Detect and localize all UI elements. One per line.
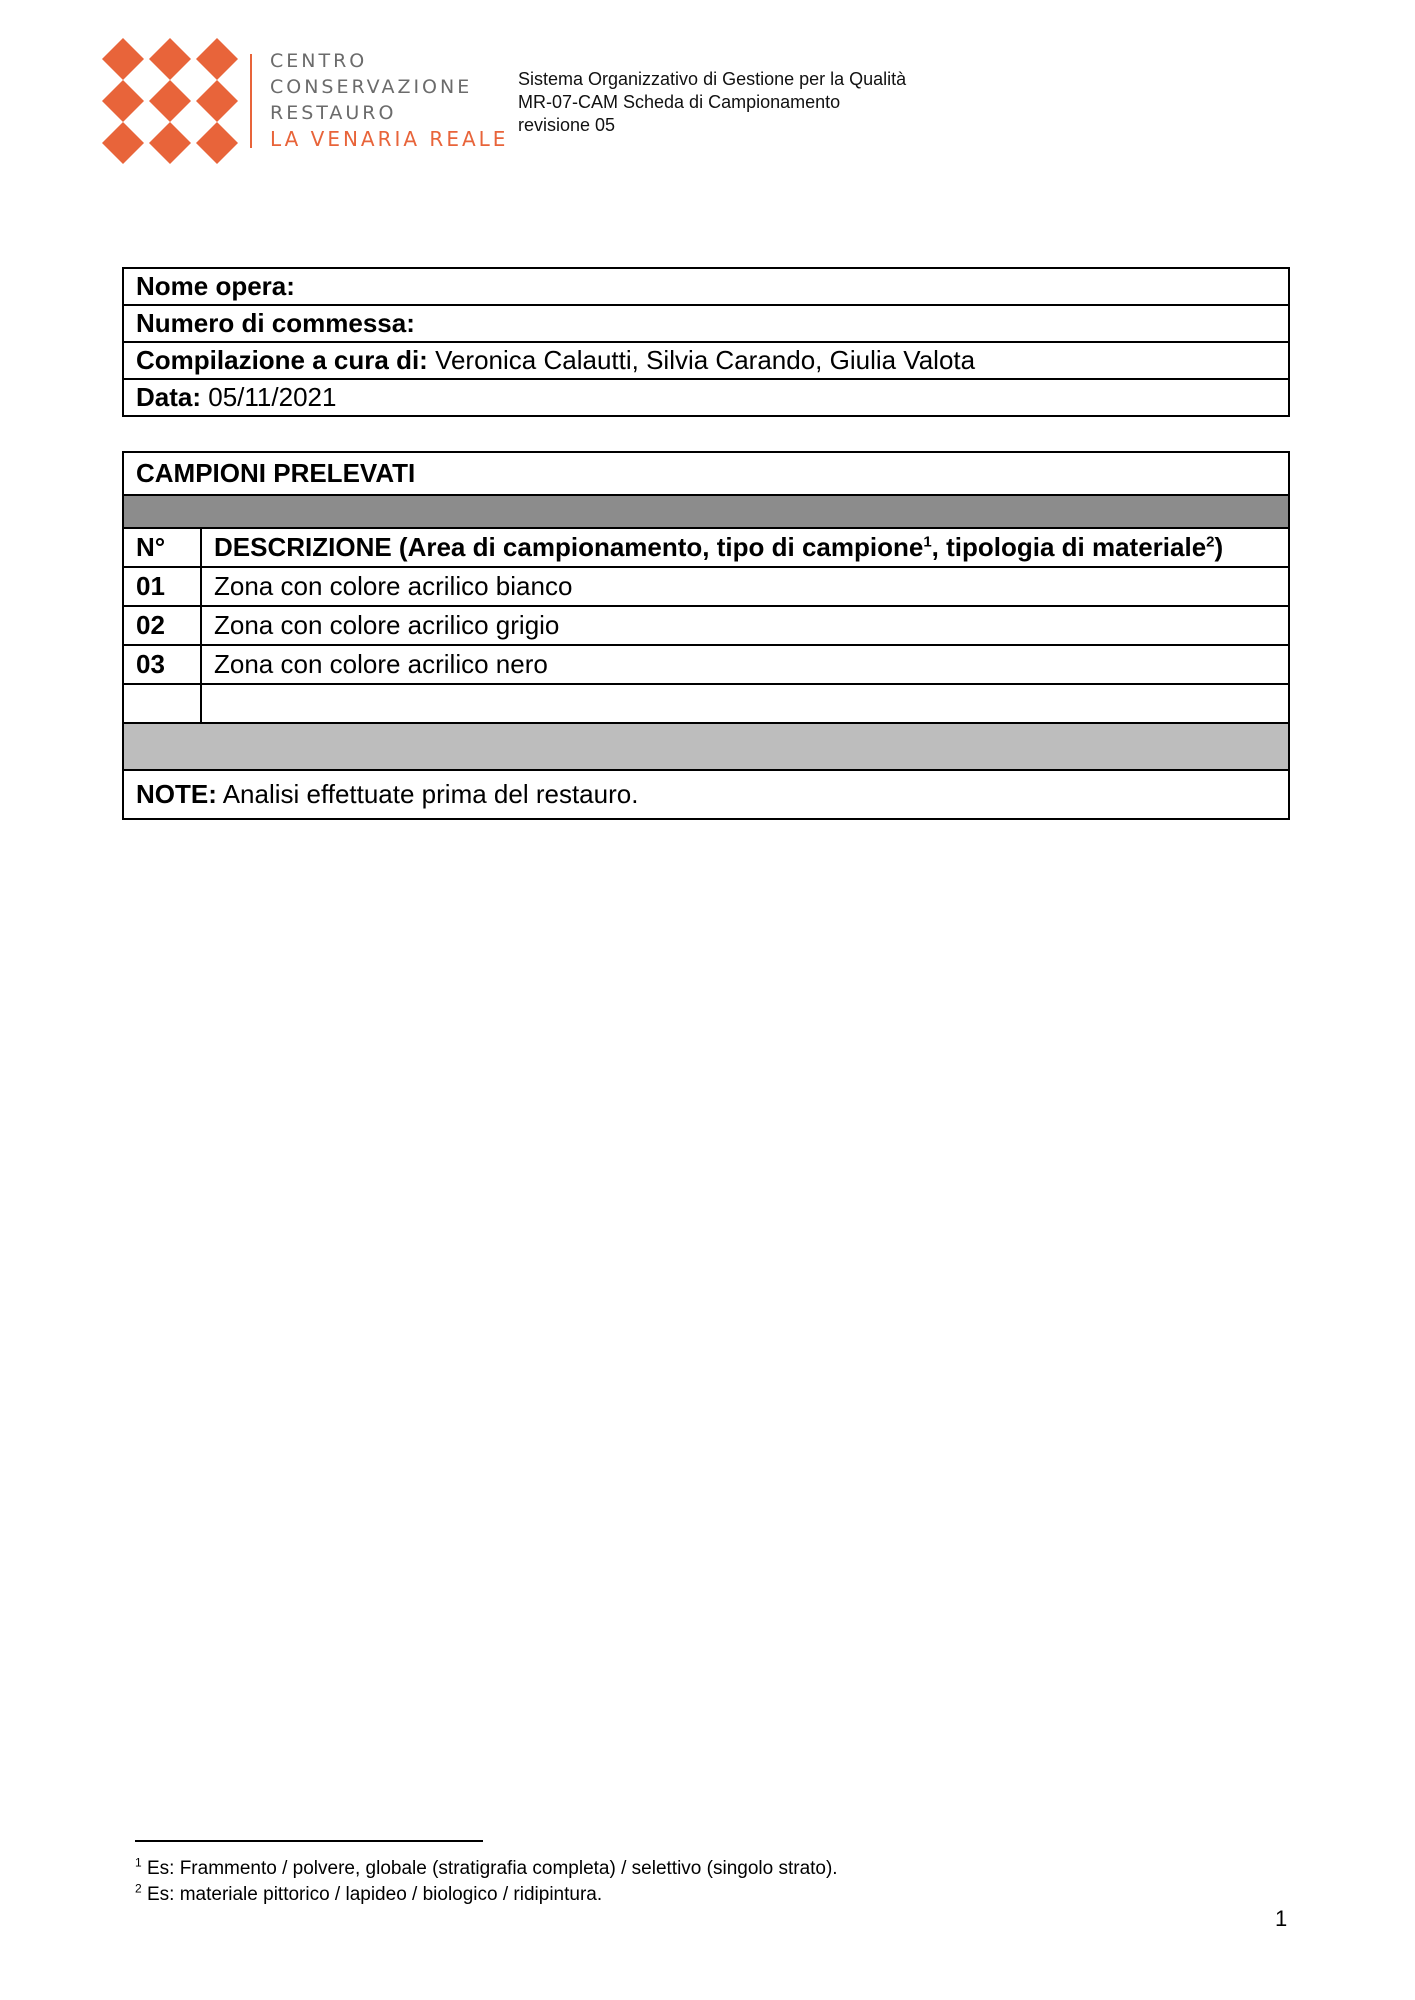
header-description-text <box>214 532 1223 562</box>
sample-num <box>123 645 201 684</box>
logo-diamonds <box>100 36 240 166</box>
table-row <box>123 606 1289 645</box>
cell-numero-commessa <box>123 305 1289 342</box>
logo-line-conservazione: CONSERVAZIONE <box>270 76 473 98</box>
samples-title-cell <box>123 452 1289 495</box>
sample-num <box>123 684 201 723</box>
note-row <box>123 770 1289 819</box>
row-nome-opera <box>123 268 1289 305</box>
footnote-separator <box>135 1840 483 1842</box>
samples-table <box>122 451 1290 820</box>
doc-info-revision: revisione 05 <box>518 115 616 135</box>
header-desc-prefix: DESCRIZIONE (Area di campionamento, tipo di campione <box>214 532 924 562</box>
footnote-ref-1: 1 <box>923 533 932 551</box>
table-row <box>123 684 1289 723</box>
cell-nome-opera <box>123 268 1289 305</box>
data-value: 05/11/2021 <box>208 382 337 412</box>
sample-num-text: 03 <box>136 649 165 679</box>
data-label: Data: <box>136 382 202 412</box>
gray-band-top-cell <box>123 495 1289 528</box>
sample-desc: Zona con colore acrilico bianco <box>201 567 1289 606</box>
samples-title: CAMPIONI PRELEVATI <box>136 458 416 488</box>
compilazione-label: Compilazione a cura di: <box>136 345 428 375</box>
row-numero-commessa <box>123 305 1289 342</box>
row-compilazione <box>123 342 1289 379</box>
table-row <box>123 567 1289 606</box>
table-row <box>123 645 1289 684</box>
sample-num-text: 01 <box>136 571 165 601</box>
samples-title-row <box>123 452 1289 495</box>
logo-line-centro: CENTRO <box>270 50 368 72</box>
samples-header-row <box>123 528 1289 567</box>
sample-num <box>123 606 201 645</box>
logo-line-restauro: RESTAURO <box>270 102 397 124</box>
note-label: NOTE: <box>136 779 217 809</box>
sample-num <box>123 567 201 606</box>
footnote-1 <box>135 1856 838 1882</box>
sample-desc: Zona con colore acrilico grigio <box>201 606 1289 645</box>
cell-compilazione <box>123 342 1289 379</box>
header-num-text: N° <box>136 532 166 562</box>
document-info <box>518 68 906 137</box>
cell-data <box>123 379 1289 416</box>
page-number: 1 <box>1275 1906 1288 1931</box>
sample-num-text: 02 <box>136 610 165 640</box>
row-data <box>123 379 1289 416</box>
logo-line-venaria: LA VENARIA REALE <box>270 127 509 151</box>
gray-band-bottom-cell <box>123 723 1289 770</box>
note-value: Analisi effettuate prima del restauro. <box>222 779 639 809</box>
sample-desc <box>201 684 1289 723</box>
footnote-ref-2: 2 <box>1206 533 1215 551</box>
info-table <box>122 267 1290 417</box>
footnote-mark-1: 1 <box>135 1855 142 1870</box>
sample-desc: Zona con colore acrilico nero <box>201 645 1289 684</box>
footnote-mark-2: 2 <box>135 1881 142 1896</box>
footnotes <box>135 1856 838 1908</box>
gray-band-bottom <box>123 723 1289 770</box>
logo-divider <box>250 54 252 148</box>
footnote-2 <box>135 1882 838 1908</box>
doc-info-code: MR-07-CAM Scheda di Campionamento <box>518 92 841 112</box>
footnote-text-1: Es: Frammento / polvere, globale (stratigrafia completa) / selettivo (singolo strato). <box>146 1858 838 1879</box>
header-num <box>123 528 201 567</box>
nome-opera-label: Nome opera: <box>136 271 295 301</box>
doc-info-system: Sistema Organizzativo di Gestione per la Qualità <box>518 69 907 89</box>
header-desc-suffix: ) <box>1214 532 1224 562</box>
compilazione-value: Veronica Calautti, Silvia Carando, Giulia Valota <box>435 345 976 375</box>
header-desc-mid: , tipologia di materiale <box>931 532 1207 562</box>
numero-commessa-label: Numero di commessa: <box>136 308 415 338</box>
note-cell <box>123 770 1289 819</box>
logo-text <box>270 48 508 152</box>
footnote-text-2: Es: materiale pittorico / lapideo / biologico / ridipintura. <box>146 1884 603 1905</box>
gray-band-top <box>123 495 1289 528</box>
header-description <box>201 528 1289 567</box>
